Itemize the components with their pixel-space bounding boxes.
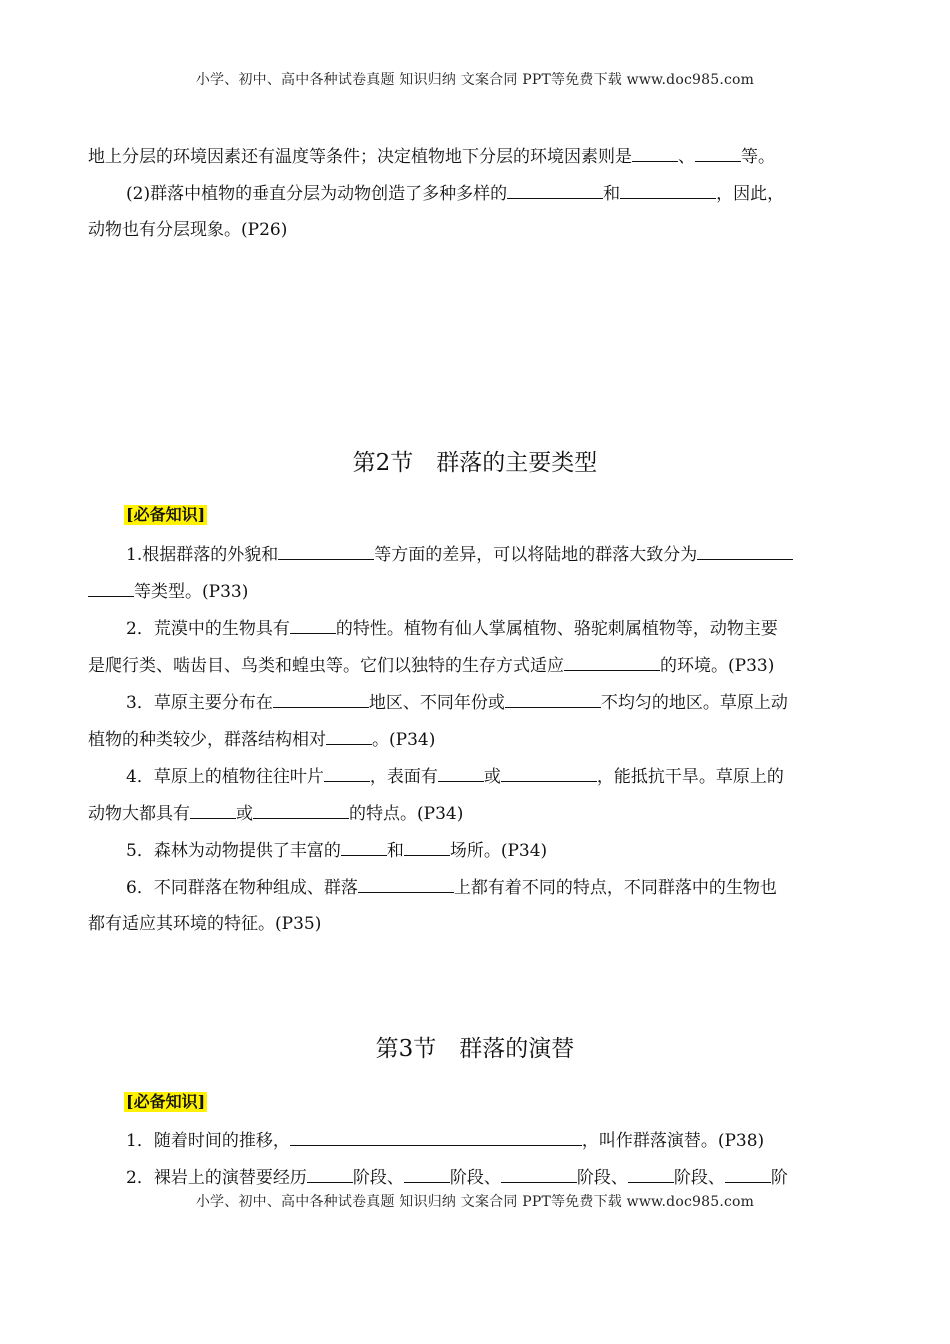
answer-blank[interactable] [404, 840, 450, 856]
answer-blank[interactable] [290, 1130, 582, 1146]
page-header: 小学、初中、高中各种试卷真题 知识归纳 文案合同 PPT等免费下载 www.doc985.com [195, 72, 755, 88]
text-line: 地上分层的环境因素还有温度等条件；决定植物地下分层的环境因素则是 、 等。 [88, 147, 775, 167]
answer-blank[interactable] [358, 877, 454, 893]
answer-blank[interactable] [438, 766, 484, 782]
answer-blank[interactable] [628, 1167, 674, 1183]
answer-blank[interactable] [632, 146, 678, 162]
text-line: 1．随着时间的推移， ，叫作群落演替。(P38) [126, 1131, 765, 1151]
knowledge-badge: [必备知识] [126, 505, 206, 524]
text-line: (2)群落中植物的垂直分层为动物创造了多种多样的 和 ，因此， [126, 184, 785, 204]
answer-blank[interactable] [695, 146, 741, 162]
answer-blank[interactable] [341, 840, 387, 856]
text-line: 等类型。(P33) [88, 581, 864, 602]
answer-blank[interactable] [501, 1167, 577, 1183]
text-line: 5．森林为动物提供了丰富的 和 场所。(P34) [126, 841, 548, 861]
answer-blank[interactable] [273, 692, 369, 708]
answer-blank[interactable] [190, 803, 236, 819]
answer-blank[interactable] [404, 1167, 450, 1183]
answer-blank[interactable] [507, 183, 603, 199]
text-line: 动物大都具有 或 的特点。(P34) [88, 804, 464, 824]
text-line: 都有适应其环境的特征。(P35) [88, 914, 322, 934]
text-line: 2．荒漠中的生物具有 的特性。植物有仙人掌属植物、骆驼刺属植物等，动物主要 [126, 619, 778, 639]
knowledge-badge: [必备知识] [126, 1092, 206, 1111]
text-line: 植物的种类较少，群落结构相对 。(P34) [88, 730, 436, 750]
answer-blank[interactable] [697, 544, 793, 560]
answer-blank[interactable] [290, 618, 336, 634]
answer-blank[interactable] [324, 766, 370, 782]
text-line: 动物也有分层现象。(P26) [88, 220, 288, 240]
answer-blank[interactable] [620, 183, 716, 199]
text-line: 1.根据群落的外貌和 等方面的差异，可以将陆地的群落大致分为 [126, 544, 864, 565]
answer-blank[interactable] [88, 581, 134, 597]
answer-blank[interactable] [564, 655, 660, 671]
answer-blank[interactable] [307, 1167, 353, 1183]
page-footer: 小学、初中、高中各种试卷真题 知识归纳 文案合同 PPT等免费下载 www.doc985.com [195, 1194, 755, 1210]
answer-blank[interactable] [505, 692, 601, 708]
text-line: 3．草原主要分布在 地区、不同年份或 不均匀的地区。草原上动 [126, 693, 788, 713]
answer-blank[interactable] [326, 729, 372, 745]
answer-blank[interactable] [501, 766, 597, 782]
answer-blank[interactable] [278, 544, 374, 560]
answer-blank[interactable] [725, 1167, 771, 1183]
text-line: 4．草原上的植物往往叶片 ，表面有 或 ，能抵抗干旱。草原上的 [126, 767, 784, 787]
text-line: 是爬行类、啮齿目、鸟类和蝗虫等。它们以独特的生存方式适应 的环境。(P33) [88, 656, 775, 676]
text-line: 6．不同群落在物种组成、群落 上都有着不同的特点，不同群落中的生物也 [126, 878, 777, 898]
section-title: 第3节 群落的演替 [375, 1036, 575, 1062]
section-title: 第2节 群落的主要类型 [352, 450, 598, 476]
text-line: 2．裸岩上的演替要经历 阶段、 阶段、 阶段、 阶段、 阶 [126, 1168, 788, 1188]
answer-blank[interactable] [253, 803, 349, 819]
